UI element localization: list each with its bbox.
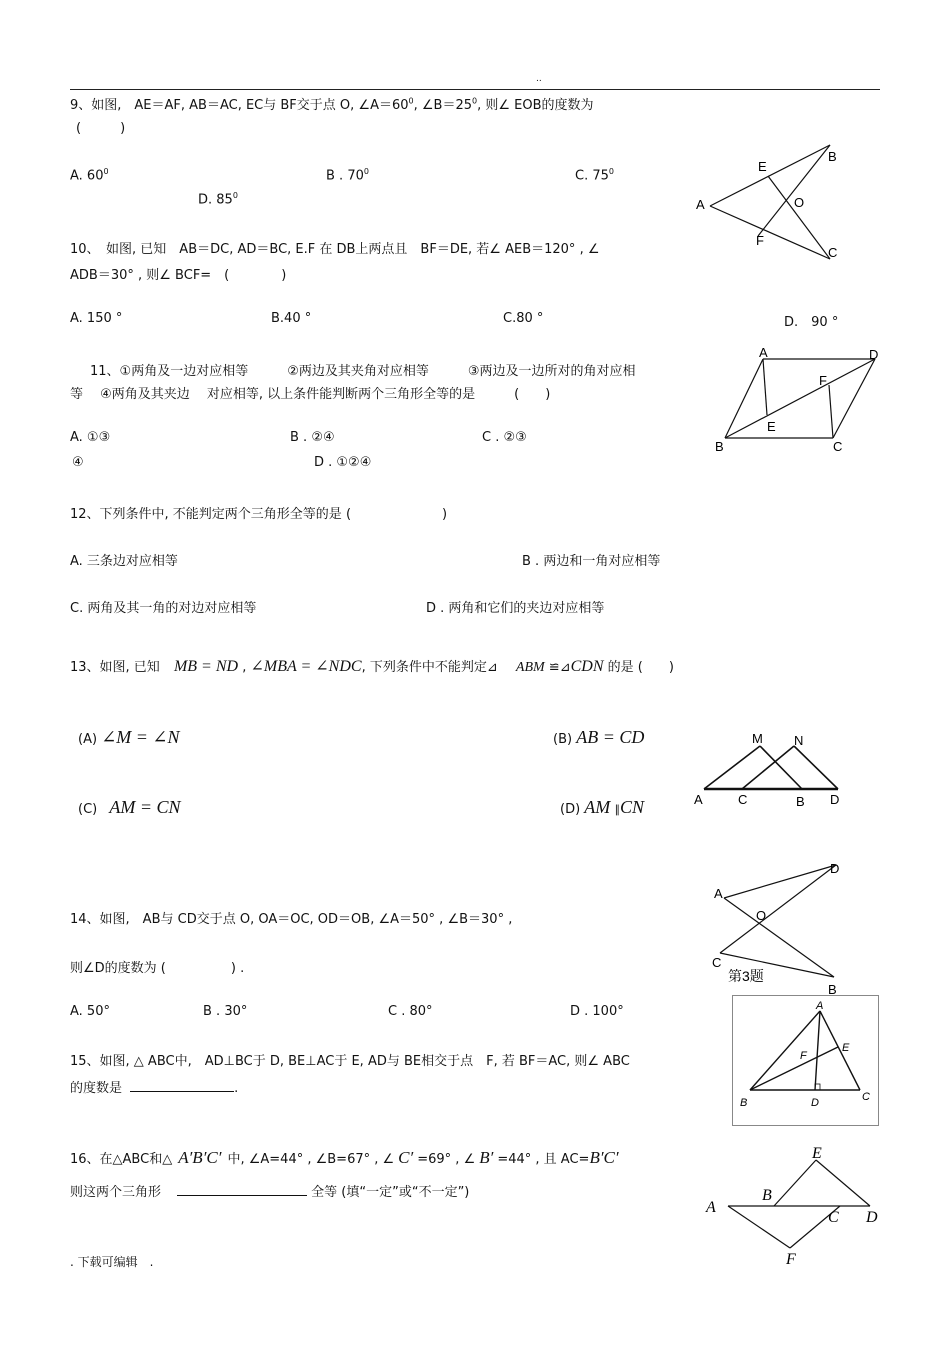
fig11-label-A: A <box>759 345 768 360</box>
header-rule <box>70 89 880 90</box>
fig11-label-E: E <box>767 419 776 434</box>
q9-option-d[interactable] <box>198 191 238 207</box>
q15-line1: 15、如图, △ ABC中, AD⊥BC于 D, BE⊥AC于 E, AD与 BE相交于点 F, 若 BF＝AC, 则∠ ABC <box>70 1054 630 1069</box>
q13-option-d-parallel: ∥ <box>614 803 620 816</box>
q13-option-d-math1: AM <box>584 797 611 817</box>
q11-option-c[interactable]: C . ②③ <box>482 430 527 445</box>
figure-q11 <box>705 345 895 460</box>
figure-q15 <box>732 995 880 1127</box>
q13-option-d-math2: CN <box>619 797 644 817</box>
fig13-label-N: N <box>794 733 804 748</box>
q15-line2 <box>70 1077 238 1096</box>
q16-abc-prime: A′B′C′ <box>178 1148 222 1167</box>
q16-line1c: =69° , ∠ <box>417 1152 476 1167</box>
q9-option-a[interactable] <box>70 167 109 183</box>
q10-option-a[interactable]: A. 150 ° <box>70 311 123 326</box>
fig13-label-A: A <box>694 792 703 807</box>
fig14-label-D: D <box>830 861 840 876</box>
fig11-label-B: B <box>715 439 724 454</box>
q9-text <box>70 94 594 113</box>
fig11-label-F: F <box>819 373 827 388</box>
q9-option-b[interactable] <box>326 167 369 183</box>
q13-option-a[interactable] <box>78 727 180 748</box>
q13-option-b-math: AB = CD <box>576 727 645 747</box>
fig9-label-F: F <box>756 233 764 248</box>
fig11-label-D: D <box>869 347 879 362</box>
q14-line1: 14、如图, AB与 CD交于点 O, OA＝OC, OD＝OB, ∠A＝50° , ∠B＝30° , <box>70 912 513 927</box>
fig9-label-B: B <box>828 149 837 164</box>
q9-deg1: 0 <box>408 96 414 106</box>
q13-mid: , 下列条件中不能判定⊿ <box>361 660 498 675</box>
q9-option-a-deg: 0 <box>103 167 109 176</box>
fig14-label-C: C <box>712 955 722 970</box>
q10-option-d[interactable]: D. 90 ° <box>784 315 839 330</box>
fig14-label-O: O <box>756 908 767 923</box>
q13-abm: ABM <box>515 660 545 675</box>
q11-option-d[interactable]: D . ①②④ <box>314 455 372 470</box>
q10-option-b[interactable]: B.40 ° <box>271 311 312 326</box>
figure-q14 <box>700 855 860 1000</box>
fig16-label-B: B <box>762 1187 772 1204</box>
q9-text-c: , 则∠ EOB的度数为 <box>477 98 594 113</box>
fig15-label-D: D <box>811 1097 819 1109</box>
q14-line2: 则∠D的度数为 ( ) . <box>70 961 245 976</box>
q13-cond2: ∠MBA = ∠NDC <box>250 658 362 675</box>
q9-option-a-text: A. 60 <box>70 168 104 184</box>
q16-b-prime: B′ <box>479 1148 494 1167</box>
q13-cond1: MB = ND <box>173 658 239 675</box>
q9-option-d-text: D. 85 <box>198 192 233 208</box>
q16-line2 <box>70 1181 469 1200</box>
q13-cong: ≌⊿ <box>548 660 571 675</box>
fig14-label-B: B <box>828 982 837 997</box>
q14-option-a[interactable]: A. 50° <box>70 1004 110 1019</box>
q16-c-prime: C′ <box>398 1148 414 1167</box>
fig13-label-D: D <box>830 792 840 807</box>
q9-paren: ( ) <box>76 121 126 136</box>
q16-line1 <box>70 1148 619 1168</box>
figure-q16 <box>700 1140 890 1270</box>
fig16-label-F: F <box>786 1251 796 1268</box>
q13-option-c-math: AM = CN <box>109 797 181 817</box>
q9-option-c-text: C. 75 <box>575 168 609 184</box>
q10-line2: ADB＝30° , 则∠ BCF= ( ) <box>70 268 287 283</box>
q11-option-b[interactable]: B . ②④ <box>290 430 335 445</box>
q9-option-d-deg: 0 <box>232 191 238 200</box>
fig14-label-A: A <box>714 886 723 901</box>
q13-text: 13、如图, 已知 MB = ND , ∠MBA = ∠NDC, 下列条件中不能判定⊿ ABM ≌⊿CDN 的是 ( ) <box>70 658 674 675</box>
q14-option-b[interactable]: B . 30° <box>203 1004 248 1019</box>
q10-option-c[interactable]: C.80 ° <box>503 311 544 326</box>
q15-line2-text: 的度数是 <box>70 1081 123 1096</box>
q13-cdn: CDN <box>570 658 604 675</box>
figure-q13 <box>690 728 850 813</box>
fig9-label-E: E <box>758 159 767 174</box>
fig16-label-A: A <box>706 1199 716 1216</box>
q9-option-b-deg: 0 <box>363 167 369 176</box>
fig11-label-C: C <box>833 439 843 454</box>
q13-prefix: 13、如图, 已知 <box>70 660 160 675</box>
q13-suffix: 的是 ( ) <box>607 660 674 675</box>
q12-text: 12、下列条件中, 不能判定两个三角形全等的是 ( ) <box>70 507 448 522</box>
q9-text-a: 9、如图, AE＝AF, AB＝AC, EC与 BF交于点 O, ∠A＝60 <box>70 98 409 113</box>
q12-option-c[interactable]: C. 两角及其一角的对边对应相等 <box>70 601 257 616</box>
q13-option-c[interactable] <box>78 797 181 818</box>
fig15-label-E: E <box>842 1042 850 1054</box>
q9-text-b: , ∠B＝25 <box>413 98 472 113</box>
q9-deg2: 0 <box>472 96 478 106</box>
q11-option-c-cont: ④ <box>72 455 84 470</box>
q16-line2a: 则这两个三角形 <box>70 1185 162 1200</box>
fig15-label-A: A <box>816 1000 824 1012</box>
fig13-label-B: B <box>796 794 805 809</box>
fig15-label-B: B <box>740 1097 748 1109</box>
fig14-caption: 第3题 <box>728 968 764 984</box>
q12-option-a[interactable]: A. 三条边对应相等 <box>70 554 178 569</box>
fig15-label-C: C <box>862 1091 870 1103</box>
q16-line1d: =44° , 且 AC= <box>497 1152 590 1167</box>
q13-option-a-math: ∠M = ∠N <box>101 727 180 747</box>
q9-option-c-deg: 0 <box>608 167 614 176</box>
fig9-label-O: O <box>794 195 805 210</box>
q13-option-a-label: (A) <box>78 732 98 747</box>
q13-option-d-label: (D) <box>560 802 581 817</box>
fig13-label-M: M <box>752 731 763 746</box>
q14-option-c[interactable]: C . 80° <box>388 1004 433 1019</box>
q14-option-d[interactable]: D . 100° <box>570 1004 624 1019</box>
q12-option-d[interactable]: D . 两角和它们的夹边对应相等 <box>426 601 605 616</box>
q13-option-b[interactable] <box>553 727 644 748</box>
header-mark: .. <box>536 74 542 84</box>
q13-option-c-label: (C) <box>78 802 98 817</box>
footer-text: . 下载可编辑 . <box>70 1255 154 1269</box>
q10-line1: 10、 如图, 已知 AB＝DC, AD＝BC, E.F 在 DB上两点且 BF＝DE, 若∠ AEB＝120° , ∠ <box>70 242 600 257</box>
q13-option-b-label: (B) <box>553 732 573 747</box>
fig9-label-C: C <box>828 245 838 260</box>
fig16-label-C: C <box>828 1209 839 1226</box>
fig16-label-D: D <box>866 1209 878 1226</box>
q16-line1b: 中, ∠A=44° , ∠B=67° , ∠ <box>227 1152 395 1167</box>
q11-line1: 11、①两角及一边对应相等 ②两边及其夹角对应相等 ③两边及一边所对的角对应相 <box>90 364 636 379</box>
fig15-label-F: F <box>800 1050 807 1062</box>
q11-line2: 等 ④两角及其夹边 对应相等, 以上条件能判断两个三角形全等的是 ( ) <box>70 387 551 402</box>
q11-option-a[interactable]: A. ①③ <box>70 430 111 445</box>
q16-bc-prime: B′C′ <box>589 1148 619 1167</box>
q16-line2b: 全等 (填“一定”或“不一定”) <box>311 1185 470 1200</box>
figure-q9 <box>690 135 850 265</box>
fig13-label-C: C <box>738 792 748 807</box>
q9-option-c[interactable] <box>575 167 614 183</box>
q12-option-b[interactable]: B . 两边和一角对应相等 <box>522 554 661 569</box>
q16-answer-blank[interactable] <box>177 1183 307 1196</box>
fig9-label-A: A <box>696 197 705 212</box>
fig16-label-E: E <box>812 1145 822 1162</box>
q15-answer-blank[interactable] <box>130 1079 234 1092</box>
q9-option-b-text: B . 70 <box>326 168 364 184</box>
q15-line2-end: . <box>234 1081 239 1096</box>
q16-line1a: 16、在△ABC和△ <box>70 1152 173 1167</box>
q13-option-d[interactable] <box>560 797 644 818</box>
